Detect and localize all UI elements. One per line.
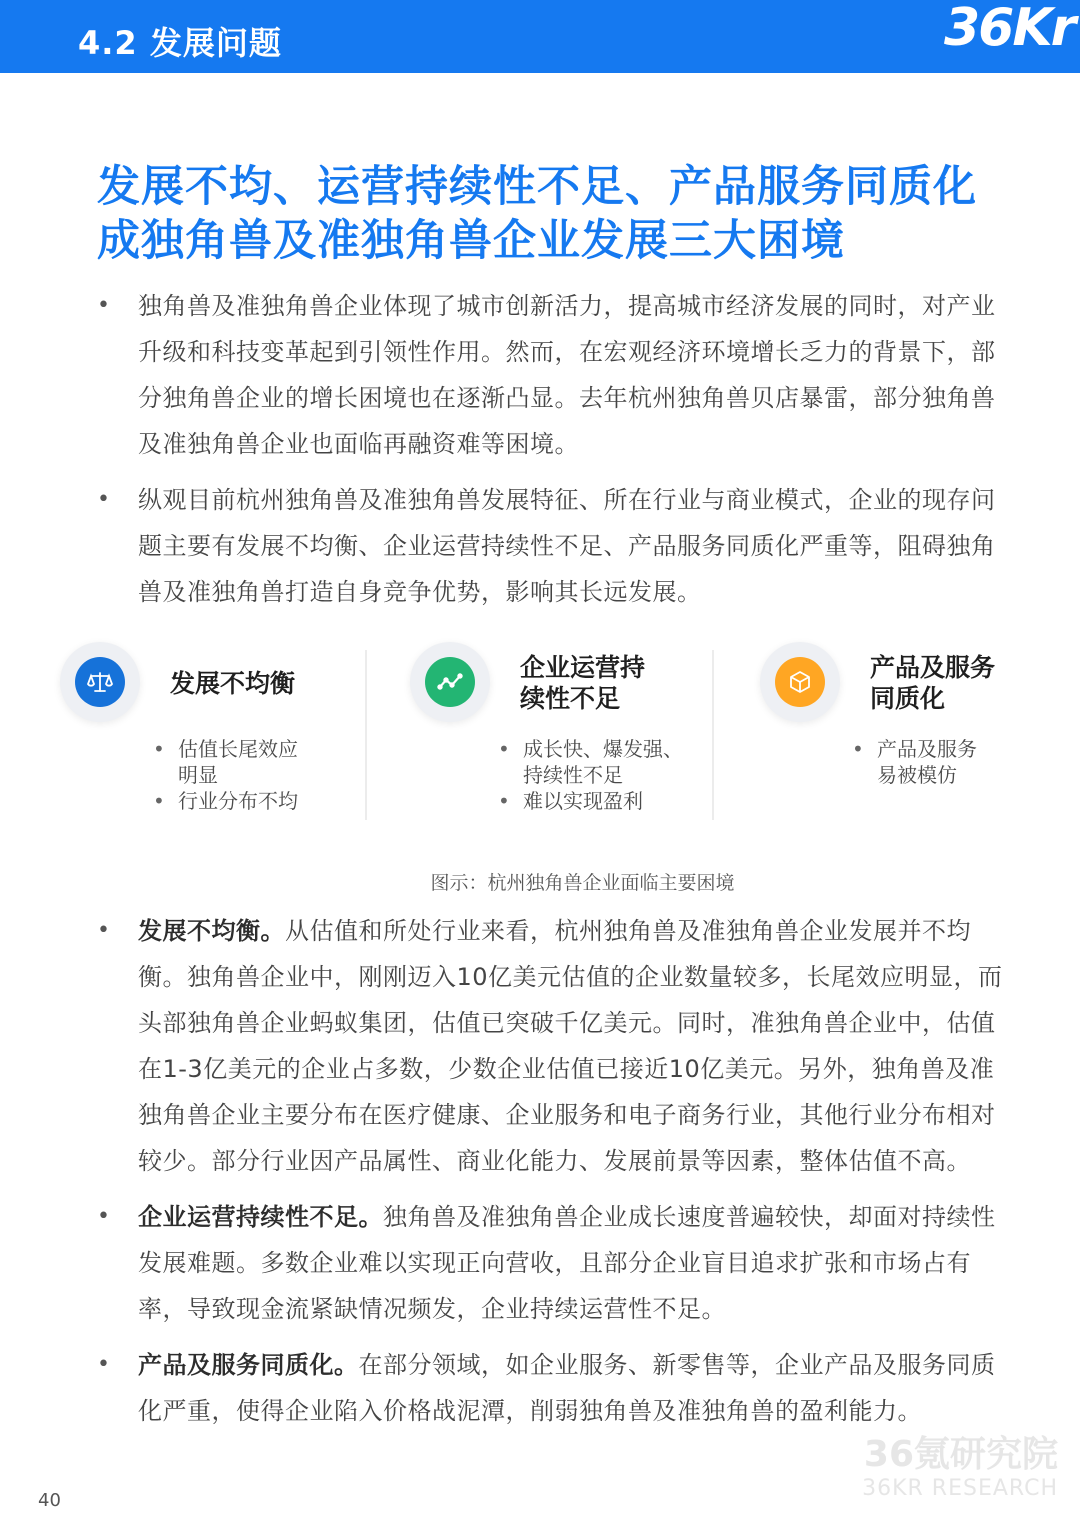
page-title-line-2: 成独角兽及准独角兽企业发展三大困境 [97, 216, 845, 266]
card-title-line: 产品及服务 [870, 653, 996, 682]
detail-bullet-text: 独角兽及准独角兽企业成长速度普遍较快，却面对持续性发展难题。多数企业难以实现正向营收，且部分企业盲目追求扩张和市场占有率，导致现金流紧缺情况频发，企业持续运营性不足。 [138, 1203, 996, 1323]
watermark [862, 1435, 1058, 1503]
icon-ring [410, 642, 490, 722]
page-title [97, 160, 1017, 268]
challenge-card-homogenization [760, 640, 1020, 830]
card-item: • 难以实现盈利 [498, 788, 683, 814]
section-title: 4.2 发展问题 [78, 24, 282, 62]
icon-ring [60, 642, 140, 722]
logo-text: 36Kr [944, 0, 1075, 58]
figure-caption: 图示：杭州独角兽企业面临主要困境 [430, 872, 735, 894]
intro-bullet-list [97, 283, 1012, 615]
detail-bullet-text: 从估值和所处行业来看，杭州独角兽及准独角兽企业发展并不均衡。独角兽企业中，刚刚迈入10亿美元估值的企业数量较多，长尾效应明显，而头部独角兽企业蚂蚁集团，估值已突破千亿美元。同时，准独角兽企业中，估值在1-3亿美元的企业占多数，少数企业估值已接近10亿美元。另外，独角兽及准独角兽企业主要分布在医疗健康、企业服务和电子商务行业，其他行业分布相对较少。部分行业因产品属性、商业化能力、发展前景等因素，整体估值不高。 [138, 917, 1003, 1175]
card-item: • 行业分布不均 [153, 788, 298, 814]
card-title-line: 发展不均衡 [170, 669, 296, 698]
brand-logo [940, 0, 1080, 73]
detail-bullet-lead: 产品及服务同质化。 [138, 1351, 359, 1379]
card-item: • 估值长尾效应 明显 [153, 736, 298, 788]
challenge-card-uneven-development [60, 640, 365, 830]
detail-bullet-list [97, 908, 1012, 1434]
header-bar [0, 0, 1080, 73]
card-item-list [153, 736, 298, 814]
card-title [870, 652, 995, 714]
trend-line-icon [425, 657, 475, 707]
detail-bullet [97, 1342, 1012, 1434]
card-item-list [498, 736, 683, 814]
watermark-en: 36KR RESEARCH [862, 1476, 1058, 1501]
scale-icon [75, 657, 125, 707]
card-title-line: 同质化 [870, 684, 946, 713]
card-title-line: 续性不足 [520, 684, 621, 713]
page-number: 40 [38, 1490, 61, 1511]
card-title-line: 企业运营持 [520, 653, 646, 682]
card-title [520, 652, 645, 714]
watermark-cn: 36氪研究院 [863, 1434, 1058, 1475]
card-item: • 成长快、爆发强、 持续性不足 [498, 736, 683, 788]
detail-bullet [97, 908, 1012, 1184]
divider [712, 650, 714, 820]
card-title [170, 668, 295, 699]
detail-bullet-lead: 企业运营持续性不足。 [138, 1203, 383, 1231]
icon-ring [760, 642, 840, 722]
page-title-line-1: 发展不均、运营持续性不足、产品服务同质化 [97, 162, 977, 212]
intro-bullet: • 纵观目前杭州独角兽及准独角兽发展特征、所在行业与商业模式，企业的现存问题主要有发展不均衡、企业运营持续性不足、产品服务同质化严重等，阻碍独角兽及准独角兽打造自身竞争优势，影响其长远发展。 [97, 477, 1012, 615]
card-item-list [852, 736, 977, 788]
box-icon [775, 657, 825, 707]
detail-bullet [97, 1194, 1012, 1332]
divider [365, 650, 367, 820]
challenges-figure [60, 640, 1020, 830]
card-item: • 产品及服务 易被模仿 [852, 736, 977, 788]
challenge-card-operational-sustainability [410, 640, 715, 830]
detail-bullet-text: 在部分领域，如企业服务、新零售等，企业产品及服务同质化严重，使得企业陷入价格战泥潭，削弱独角兽及准独角兽的盈利能力。 [138, 1351, 996, 1425]
detail-bullet-lead: 发展不均衡。 [138, 917, 285, 945]
intro-bullet: • 独角兽及准独角兽企业体现了城市创新活力，提高城市经济发展的同时，对产业升级和科技变革起到引领性作用。然而，在宏观经济环境增长乏力的背景下，部分独角兽企业的增长困境也在逐渐凸显。去年杭州独角兽贝店暴雷，部分独角兽及准独角兽企业也面临再融资难等困境。 [97, 283, 1012, 467]
